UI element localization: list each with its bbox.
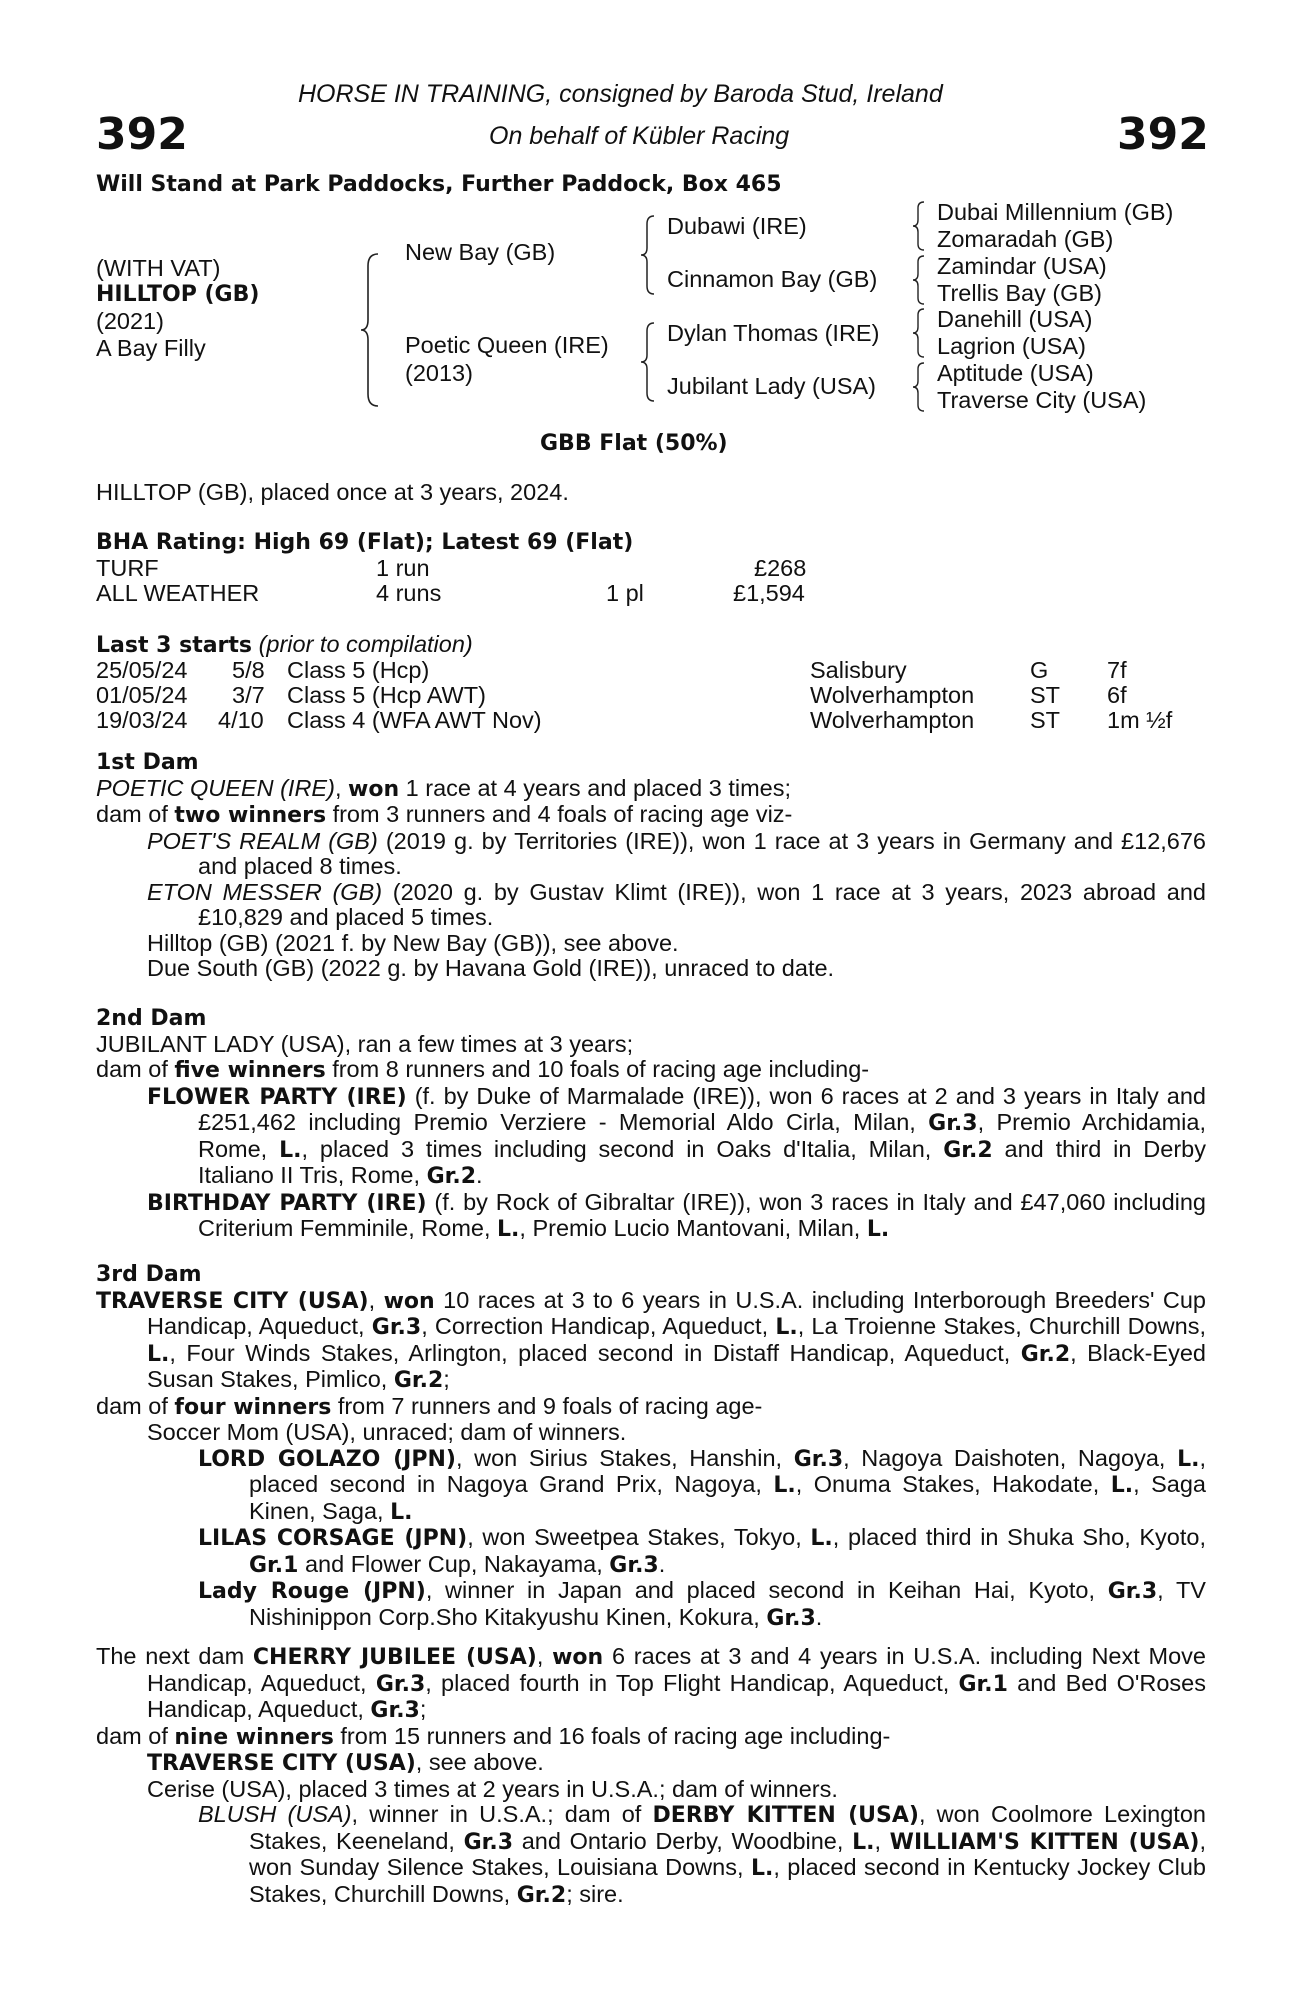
grade-badge: L. xyxy=(750,1856,774,1881)
produce-lord-golazo xyxy=(96,1446,1206,1526)
produce-detail: (f. by Rock of Gibraltar (IRE)), won 3 races in Italy and £47,060 including Criterium Femminile, Rome, xyxy=(198,1188,1206,1241)
grade-badge: L. xyxy=(497,1217,520,1242)
pedigree-g1: Dubai Millennium (GB) xyxy=(937,199,1174,225)
pedigree-sire-sire: Dubawi (IRE) xyxy=(667,213,807,239)
produce-name: FLOWER PARTY (IRE) xyxy=(147,1084,407,1110)
first-dam-won: won xyxy=(348,776,400,802)
produce-name: BIRTHDAY PARTY (IRE) xyxy=(147,1190,427,1216)
start-row-2-going: ST xyxy=(1030,682,1061,708)
start-row-2-dist: 6f xyxy=(1107,682,1127,708)
grade-badge: L. xyxy=(147,1341,170,1367)
record-aw-placed: 1 pl xyxy=(606,580,644,606)
pedigree-brace-g4 xyxy=(912,361,928,413)
grade-badge: Gr.2 xyxy=(516,1882,567,1908)
pedigree-g3: Zamindar (USA) xyxy=(937,253,1107,279)
consignment-subtitle: On behalf of Kübler Racing xyxy=(489,122,790,150)
start-row-3-course: Wolverhampton xyxy=(810,707,975,733)
produce-traverse-city xyxy=(96,1750,1206,1777)
produce-detail: , Onuma Stakes, Hakodate, xyxy=(795,1471,1111,1497)
next-dam-winners: nine winners xyxy=(174,1724,334,1750)
record-turf-prize: £268 xyxy=(754,555,807,581)
grade-badge: Gr.3 xyxy=(928,1111,978,1136)
record-detail: , xyxy=(536,1643,553,1669)
grade-badge: Gr.3 xyxy=(463,1829,514,1855)
third-dam-won: won xyxy=(383,1288,435,1314)
start-row-3-race: Class 4 (WFA AWT Nov) xyxy=(287,707,542,733)
pedigree-g5: Danehill (USA) xyxy=(937,306,1093,332)
produce-detail: , placed third in Shuka Sho, Kyoto, xyxy=(832,1524,1206,1550)
grade-badge: Gr.3 xyxy=(375,1671,426,1697)
first-dam-heading: 1st Dam xyxy=(96,750,199,775)
record-detail: , Correction Handicap, Aqueduct, xyxy=(421,1313,776,1339)
produce-detail: and third in Derby Italiano II Tris, Rome, xyxy=(198,1135,1206,1188)
produce-detail: (f. by Duke of Marmalade (IRE)), won 6 races at 2 and 3 years in Italy and £251,462 including Premio Verziere - Memorial Aldo Cirla, Milan, xyxy=(198,1082,1206,1135)
pedigree-g4: Trellis Bay (GB) xyxy=(937,280,1102,306)
record-turf-surface: TURF xyxy=(96,555,159,581)
horse-year: (2021) xyxy=(96,308,164,334)
produce-name: TRAVERSE CITY (USA) xyxy=(147,1751,416,1776)
produce-birthday-party xyxy=(96,1190,1206,1243)
produce-detail: , won Coolmore Lexington Stakes, Keeneland, xyxy=(249,1801,1206,1854)
first-dam-name: POETIC QUEEN (IRE) xyxy=(96,774,335,801)
pedigree-g8: Traverse City (USA) xyxy=(937,387,1147,413)
produce-name: POET'S REALM (GB) xyxy=(147,827,378,854)
pedigree-brace-dam xyxy=(640,321,658,403)
pedigree-sire-dam: Cinnamon Bay (GB) xyxy=(667,266,878,292)
stand-location: Will Stand at Park Paddocks, Further Paddock, Box 465 xyxy=(96,172,782,197)
second-dam-produce-rest: from 8 runners and 10 foals of racing age including- xyxy=(325,1056,870,1082)
start-row-3-dist: 1m ½f xyxy=(1107,707,1173,733)
lot-number-left: 392 xyxy=(96,109,188,160)
next-dam-record xyxy=(96,1644,1206,1724)
consignment-title: HORSE IN TRAINING, consigned by Baroda Stud, Ireland xyxy=(298,80,943,108)
produce-due-south: Due South (GB) (2022 g. by Havana Gold (IRE)), unraced to date. xyxy=(147,955,835,981)
produce-name: BLUSH (USA) xyxy=(198,1801,352,1827)
grade-badge: L. xyxy=(810,1526,833,1551)
grade-badge: Gr.2 xyxy=(393,1368,444,1393)
first-dam-record: 1 race at 4 years and placed 3 times; xyxy=(399,774,791,801)
record-detail: 10 races at 3 to 6 years in U.S.A. including Interborough Breeders' Cup Handicap, Aqueduct, xyxy=(147,1286,1207,1339)
first-dam-line: POETIC QUEEN (IRE), won 1 race at 4 years and placed 3 times; xyxy=(96,774,791,802)
start-row-2-race: Class 5 (Hcp AWT) xyxy=(287,682,486,708)
grade-badge: Gr.2 xyxy=(1020,1341,1071,1367)
next-dam-section xyxy=(96,1644,1206,1908)
grade-badge: Gr.3 xyxy=(370,1698,420,1723)
third-dam-produce-rest: from 7 runners and 9 foals of racing age- xyxy=(331,1392,763,1419)
next-dam-prefix: The next dam xyxy=(96,1643,253,1669)
produce-detail: , won Sweetpea Stakes, Tokyo, xyxy=(467,1524,811,1550)
first-dam-produce-prefix: dam of xyxy=(96,801,175,827)
bha-rating: BHA Rating: High 69 (Flat); Latest 69 (Flat) xyxy=(96,530,634,555)
pedigree-brace-g3 xyxy=(912,307,928,359)
next-dam-produce-line xyxy=(96,1724,1206,1751)
gbb-eligibility: GBB Flat (50%) xyxy=(540,431,728,456)
record-detail: ; xyxy=(443,1366,450,1392)
pedigree-brace-g2 xyxy=(912,254,928,306)
grade-badge: L. xyxy=(773,1473,796,1498)
produce-lady-rouge xyxy=(96,1578,1206,1631)
grade-badge: L. xyxy=(1110,1473,1134,1498)
horse-description: A Bay Filly xyxy=(96,335,206,361)
third-dam-winners: four winners xyxy=(174,1394,332,1420)
produce-detail: , Premio Archidamia, Rome, xyxy=(198,1109,1206,1162)
third-dam-produce-prefix: dam of xyxy=(96,1392,175,1419)
start-row-1-pos: 5/8 xyxy=(232,657,265,683)
second-dam-winners: five winners xyxy=(174,1058,326,1083)
first-dam-produce-line xyxy=(96,802,1206,829)
record-detail: , Four Winds Stakes, Arlington, placed second in Distaff Handicap, Aqueduct, xyxy=(169,1339,1021,1366)
grade-badge: Gr.3 xyxy=(793,1446,844,1472)
grade-badge: L. xyxy=(866,1217,890,1242)
produce-cerise: Cerise (USA), placed 3 times at 2 years in U.S.A.; dam of winners. xyxy=(147,1775,838,1802)
start-row-2-date: 01/05/24 xyxy=(96,682,188,708)
produce-detail: , won Sunday Silence Stakes, Louisiana Downs, xyxy=(249,1827,1207,1880)
record-detail: , placed fourth in Top Flight Handicap, Aqueduct, xyxy=(425,1669,959,1696)
start-row-2-pos: 3/7 xyxy=(232,682,265,708)
record-aw-runs: 4 runs xyxy=(376,580,442,606)
second-dam-section xyxy=(96,1006,1206,1243)
produce-name: LORD GOLAZO (JPN) xyxy=(198,1446,456,1472)
start-row-2-course: Wolverhampton xyxy=(810,682,975,708)
first-dam-winners: two winners xyxy=(174,803,327,828)
produce-detail: , winner in U.S.A.; dam of xyxy=(351,1801,653,1827)
grade-badge: Gr.3 xyxy=(766,1605,816,1631)
start-row-3-going: ST xyxy=(1030,707,1061,733)
produce-eton-messer xyxy=(96,880,1206,931)
next-dam-won: won xyxy=(552,1645,604,1670)
produce-poets-realm xyxy=(96,829,1206,880)
third-dam-heading: 3rd Dam xyxy=(96,1262,202,1287)
start-row-1-dist: 7f xyxy=(1107,657,1127,683)
grade-badge: L. xyxy=(279,1137,302,1163)
grade-badge: Gr.2 xyxy=(943,1137,993,1163)
grade-badge: L. xyxy=(775,1315,798,1340)
pedigree-brace-sire xyxy=(640,214,658,296)
produce-detail: , Premio Lucio Mantovani, Milan, xyxy=(519,1215,867,1241)
pedigree-dam-year: (2013) xyxy=(405,360,473,386)
third-dam-produce-line xyxy=(96,1394,1206,1421)
next-dam-name: CHERRY JUBILEE (USA) xyxy=(252,1645,537,1670)
produce-name: ETON MESSER (GB) xyxy=(147,878,383,905)
record-detail: ; xyxy=(419,1696,427,1722)
pedigree-g6: Lagrion (USA) xyxy=(937,333,1086,359)
last-starts-heading xyxy=(96,632,473,659)
third-dam-record: TRAVERSE CITY (USA), won 10 races at 3 to 6 years in U.S.A. including Interborough Breeders' Cup Handicap, Aqueduct, Gr.3, Correction Handicap, Aqueduct, L., La Troienne Stakes, Churchill Downs, L., Four Winds Stakes, Arlington, placed second in Distaff Handicap, Aqueduct, Gr.2, Black-Eyed Susan Stakes, Pimlico, Gr.2; xyxy=(96,1286,1207,1393)
produce-detail: (2019 g. by Territories (IRE)), won 1 race at 3 years in Germany and £12,676 and placed 8 times. xyxy=(198,827,1207,879)
produce-detail: , TV Nishinippon Corp.Sho Kitakyushu Kinen, Kokura, xyxy=(249,1577,1206,1630)
produce-detail: , placed 3 times including second in Oaks d'Italia, Milan, xyxy=(301,1135,944,1162)
grade-badge: Gr.2 xyxy=(426,1164,476,1189)
next-dam-produce-prefix: dam of xyxy=(96,1722,175,1749)
pedigree-dam: Poetic Queen (IRE) xyxy=(405,332,609,358)
record-detail: and Bed O'Roses Handicap, Aqueduct, xyxy=(147,1669,1206,1722)
grade-badge: Gr.1 xyxy=(249,1552,299,1578)
second-dam-produce-prefix: dam of xyxy=(96,1056,175,1082)
record-aw-prize: £1,594 xyxy=(733,580,805,606)
produce-soccer-mom: Soccer Mom (USA), unraced; dam of winners. xyxy=(147,1419,627,1445)
produce-detail: , winner in Japan and placed second in Keihan Hai, Kyoto, xyxy=(425,1577,1108,1603)
produce-detail: , Nagoya Daishoten, Nagoya, xyxy=(843,1444,1178,1471)
first-dam-produce-rest: from 3 runners and 4 foals of racing age viz- xyxy=(326,801,793,827)
produce-detail: , placed second in Nagoya Grand Prix, Nagoya, xyxy=(249,1444,1206,1497)
lot-number-right: 392 xyxy=(1117,109,1209,160)
third-dam-section xyxy=(96,1262,1206,1631)
pedigree-brace-g1 xyxy=(912,200,928,252)
pedigree-dam-dam: Jubilant Lady (USA) xyxy=(667,373,876,399)
produce-detail: , see above. xyxy=(415,1749,544,1775)
produce-name: WILLIAM'S KITTEN (USA) xyxy=(889,1829,1200,1855)
start-row-1-date: 25/05/24 xyxy=(96,657,188,683)
produce-detail: and Flower Cup, Nakayama, xyxy=(298,1550,610,1577)
first-dam-section xyxy=(96,750,1206,982)
record-detail: , Black-Eyed Susan Stakes, Pimlico, xyxy=(147,1339,1206,1392)
grade-badge: Gr.3 xyxy=(1107,1579,1158,1604)
start-row-3-pos: 4/10 xyxy=(218,707,264,733)
produce-detail: . xyxy=(476,1162,483,1188)
third-dam-name: TRAVERSE CITY (USA) xyxy=(96,1288,369,1314)
grade-badge: L. xyxy=(390,1499,413,1525)
grade-badge: Gr.3 xyxy=(371,1315,422,1340)
produce-detail: . xyxy=(658,1550,666,1577)
grade-badge: L. xyxy=(1177,1446,1200,1472)
produce-name: DERBY KITTEN (USA) xyxy=(652,1803,919,1828)
horse-name: HILLTOP (GB) xyxy=(96,282,260,307)
produce-detail: . xyxy=(815,1603,823,1630)
produce-blush xyxy=(96,1802,1206,1908)
second-dam-produce-line xyxy=(96,1057,1206,1084)
produce-lilas-corsage xyxy=(96,1525,1206,1578)
grade-badge: Gr.3 xyxy=(609,1552,659,1578)
produce-detail: , placed second in Kentucky Jockey Club Stakes, Churchill Downs, xyxy=(249,1854,1207,1907)
pedigree-g2: Zomaradah (GB) xyxy=(937,226,1114,252)
produce-detail: , won Sirius Stakes, Hanshin, xyxy=(455,1444,794,1471)
record-detail: , La Troienne Stakes, Churchill Downs, xyxy=(797,1313,1206,1339)
produce-detail: ; sire. xyxy=(566,1880,624,1907)
start-row-1-course: Salisbury xyxy=(810,657,907,683)
grade-badge: L. xyxy=(852,1829,875,1855)
horse-summary: HILLTOP (GB), placed once at 3 years, 2024. xyxy=(96,479,569,505)
pedigree-g7: Aptitude (USA) xyxy=(937,360,1094,386)
start-row-3-date: 19/03/24 xyxy=(96,707,188,733)
produce-detail: , xyxy=(874,1827,890,1854)
produce-detail: (2020 g. by Gustav Klimt (IRE)), won 1 race at 3 years, 2023 abroad and £10,829 and placed 5 times. xyxy=(198,878,1207,930)
produce-name: LILAS CORSAGE (JPN) xyxy=(198,1526,468,1551)
pedigree-brace-main xyxy=(360,252,384,408)
produce-detail: , Saga Kinen, Saga, xyxy=(249,1471,1206,1524)
record-turf-runs: 1 run xyxy=(376,555,430,581)
produce-name: Lady Rouge (JPN) xyxy=(198,1579,426,1604)
second-dam-heading: 2nd Dam xyxy=(96,1006,207,1031)
next-dam-produce-rest: from 15 runners and 16 foals of racing age including- xyxy=(333,1722,891,1749)
pedigree-sire: New Bay (GB) xyxy=(405,239,556,265)
vat-note: (WITH VAT) xyxy=(96,255,221,281)
produce-detail: and Ontario Derby, Woodbine, xyxy=(513,1827,853,1854)
record-detail: 6 races at 3 and 4 years in U.S.A. including Next Move Handicap, Aqueduct, xyxy=(147,1643,1207,1696)
start-row-1-going: G xyxy=(1030,657,1049,683)
last-starts-title: Last 3 starts xyxy=(96,633,253,658)
produce-flower-party xyxy=(96,1084,1206,1190)
start-row-1-race: Class 5 (Hcp) xyxy=(287,657,430,683)
pedigree-dam-sire: Dylan Thomas (IRE) xyxy=(667,320,880,346)
grade-badge: Gr.1 xyxy=(958,1671,1008,1697)
record-aw-surface: ALL WEATHER xyxy=(96,580,260,606)
last-starts-note: (prior to compilation) xyxy=(258,631,473,657)
second-dam-line: JUBILANT LADY (USA), ran a few times at 3 years; xyxy=(96,1030,634,1057)
produce-hilltop: Hilltop (GB) (2021 f. by New Bay (GB)), see above. xyxy=(147,929,679,956)
